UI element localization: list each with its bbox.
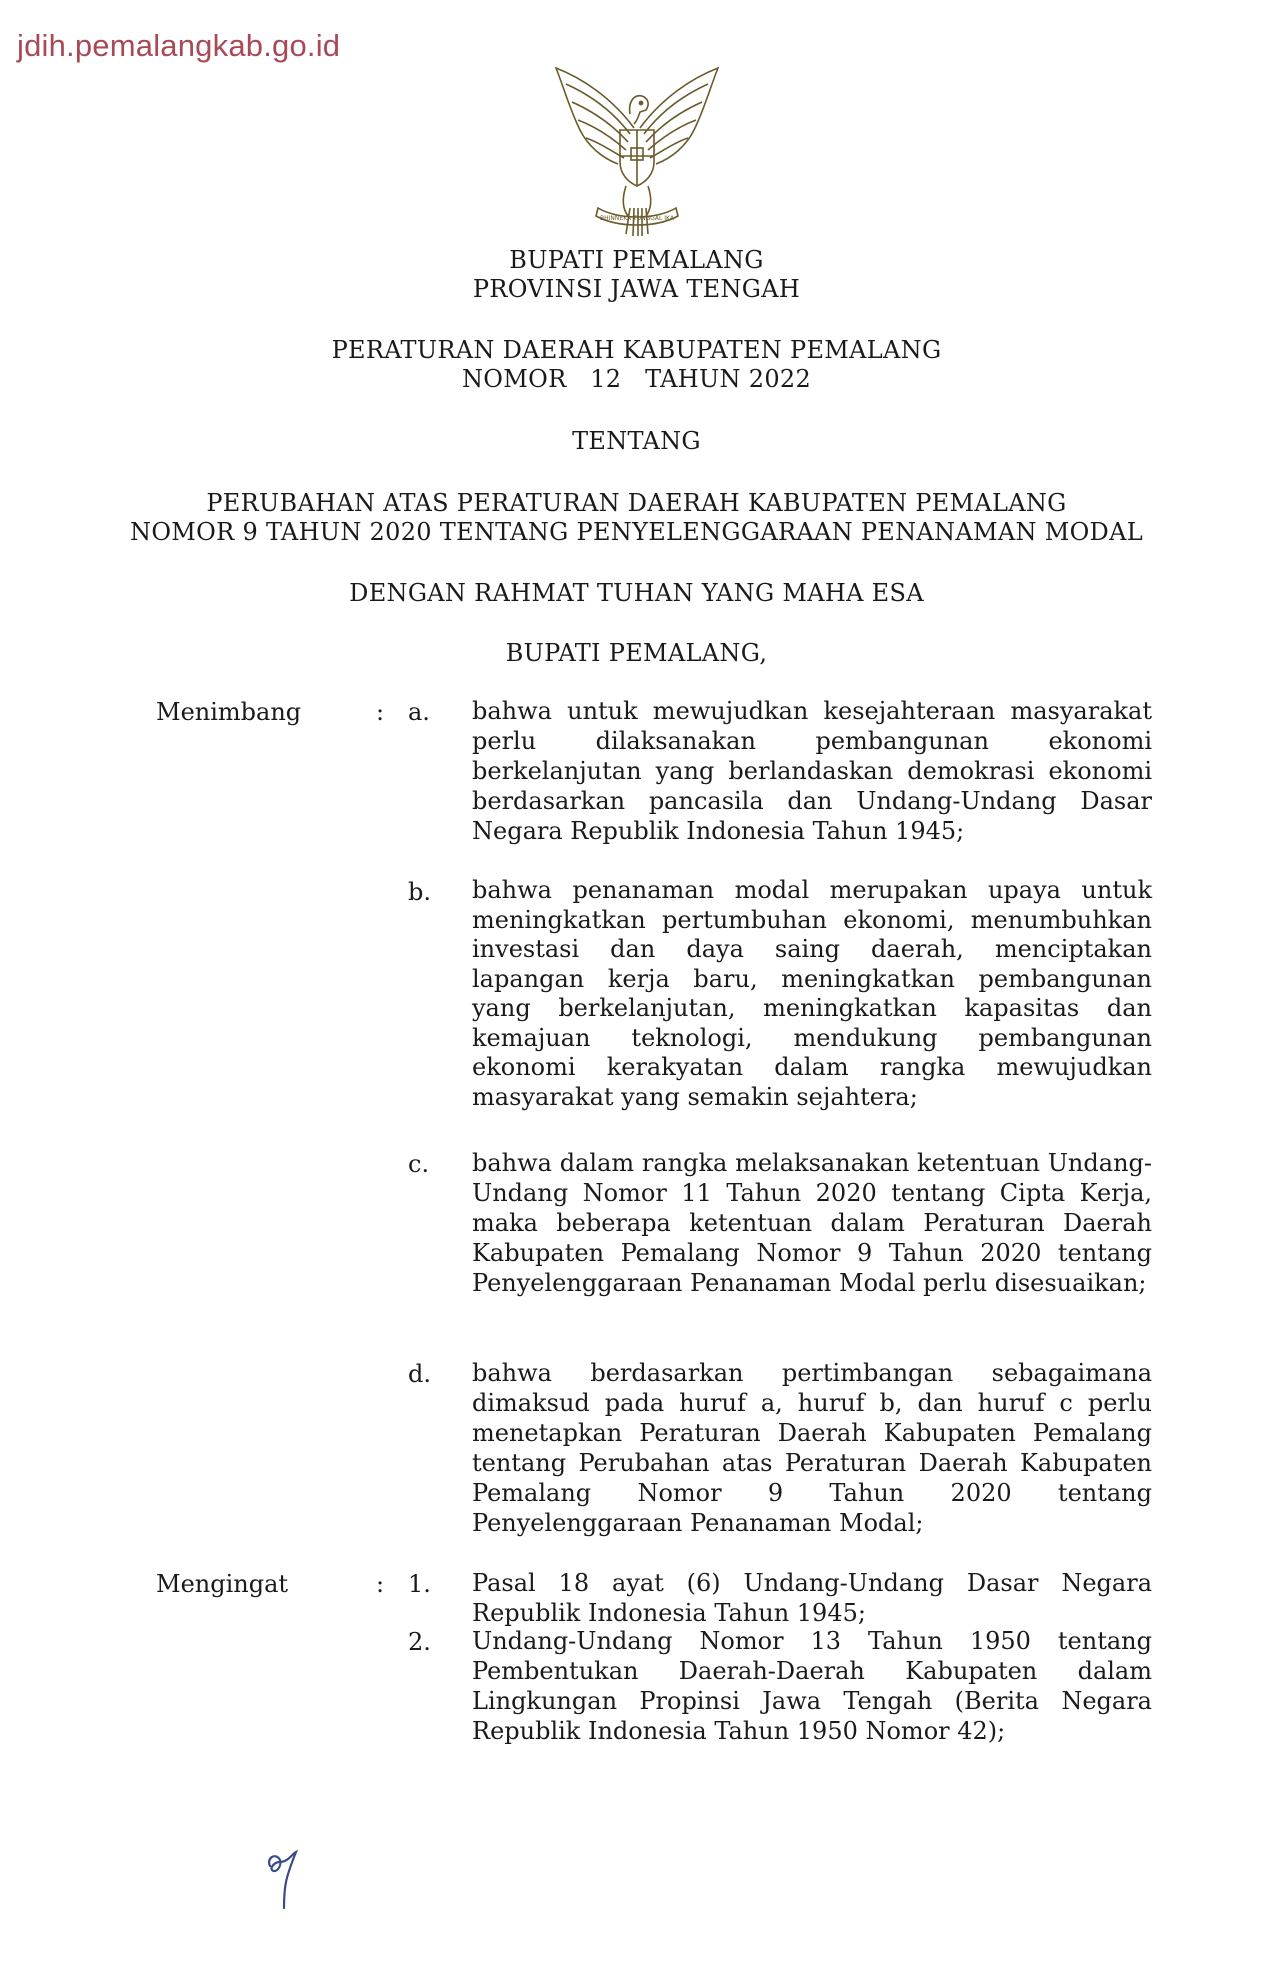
- regulation-number: NOMOR 12 TAHUN 2022: [461, 365, 812, 393]
- paraf-initial-icon: [262, 1848, 302, 1910]
- menimbang-marker-c: c.: [408, 1150, 430, 1178]
- mengingat-label: Mengingat: [156, 1570, 289, 1598]
- tentang-heading: TENTANG: [572, 427, 701, 455]
- mengingat-item-1: Pasal 18 ayat (6) Undang-Undang Dasar Negara Republik Indonesia Tahun 1945;: [472, 1569, 1152, 1627]
- header-provinsi: PROVINSI JAWA TENGAH: [472, 275, 801, 303]
- garuda-emblem-icon: [542, 58, 732, 248]
- mengingat-colon: :: [376, 1570, 385, 1598]
- bupati-heading: BUPATI PEMALANG,: [505, 639, 768, 667]
- menimbang-marker-d: d.: [408, 1360, 431, 1388]
- menimbang-item-b: bahwa penanaman modal merupakan upaya untuk meningkatkan pertumbuhan ekonomi, menumbuhkan investasi dan daya saing daerah, menciptakan lapangan kerja baru, meningkatkan pembangunan yang berkelanjutan, meningkatkan kapasitas dan kemajuan teknologi, mendukung pembangunan ekonomi kerakyatan dalam rangka mewujudkan masyarakat yang semakin sejahtera;: [472, 876, 1152, 1111]
- menimbang-label: Menimbang: [156, 698, 302, 726]
- menimbang-item-c: bahwa dalam rangka melaksanakan ketentuan Undang-Undang Nomor 11 Tahun 2020 tentang Cipta Kerja, maka beberapa ketentuan dalam Peraturan Daerah Kabupaten Pemalang Nomor 9 Tahun 2020 tentang Penyelenggaraan Penanaman Modal perlu disesuaikan;: [472, 1149, 1152, 1297]
- mengingat-item-2: Undang-Undang Nomor 13 Tahun 1950 tentang Pembentukan Daerah-Daerah Kabupaten dalam Lingkungan Propinsi Jawa Tengah (Berita Negara Republik Indonesia Tahun 1950 Nomor 42);: [472, 1627, 1152, 1745]
- menimbang-marker-b: b.: [408, 878, 431, 906]
- rahmat-line: DENGAN RAHMAT TUHAN YANG MAHA ESA: [349, 579, 924, 607]
- mengingat-marker-2: 2.: [408, 1628, 431, 1656]
- menimbang-colon: :: [376, 698, 385, 726]
- header-bupati: BUPATI PEMALANG: [509, 246, 764, 274]
- emblem-motto: BHINNEKA TUNGGAL IKA: [600, 215, 674, 222]
- menimbang-item-d: bahwa berdasarkan pertimbangan sebagaimana dimaksud pada huruf a, huruf b, dan huruf c perlu menetapkan Peraturan Daerah Kabupaten Pemalang tentang Perubahan atas Peraturan Daerah Kabupaten Pemalang Nomor 9 Tahun 2020 tentang Penyelenggaraan Penanaman Modal;: [472, 1359, 1152, 1537]
- menimbang-item-a: bahwa untuk mewujudkan kesejahteraan masyarakat perlu dilaksanakan pembangunan ekonomi berkelanjutan yang berlandaskan demokrasi ekonomi berdasarkan pancasila dan Undang-Undang Dasar Negara Republik Indonesia Tahun 1945;: [472, 697, 1152, 845]
- subject-line-1: PERUBAHAN ATAS PERATURAN DAERAH KABUPATEN PEMALANG: [206, 489, 1067, 517]
- subject-line-2: NOMOR 9 TAHUN 2020 TENTANG PENYELENGGARAAN PENANAMAN MODAL: [130, 518, 1143, 546]
- regulation-title: PERATURAN DAERAH KABUPATEN PEMALANG: [331, 336, 942, 364]
- mengingat-marker-1: 1.: [408, 1570, 431, 1598]
- menimbang-marker-a: a.: [408, 698, 430, 726]
- watermark-url: jdih.pemalangkab.go.id: [17, 28, 341, 63]
